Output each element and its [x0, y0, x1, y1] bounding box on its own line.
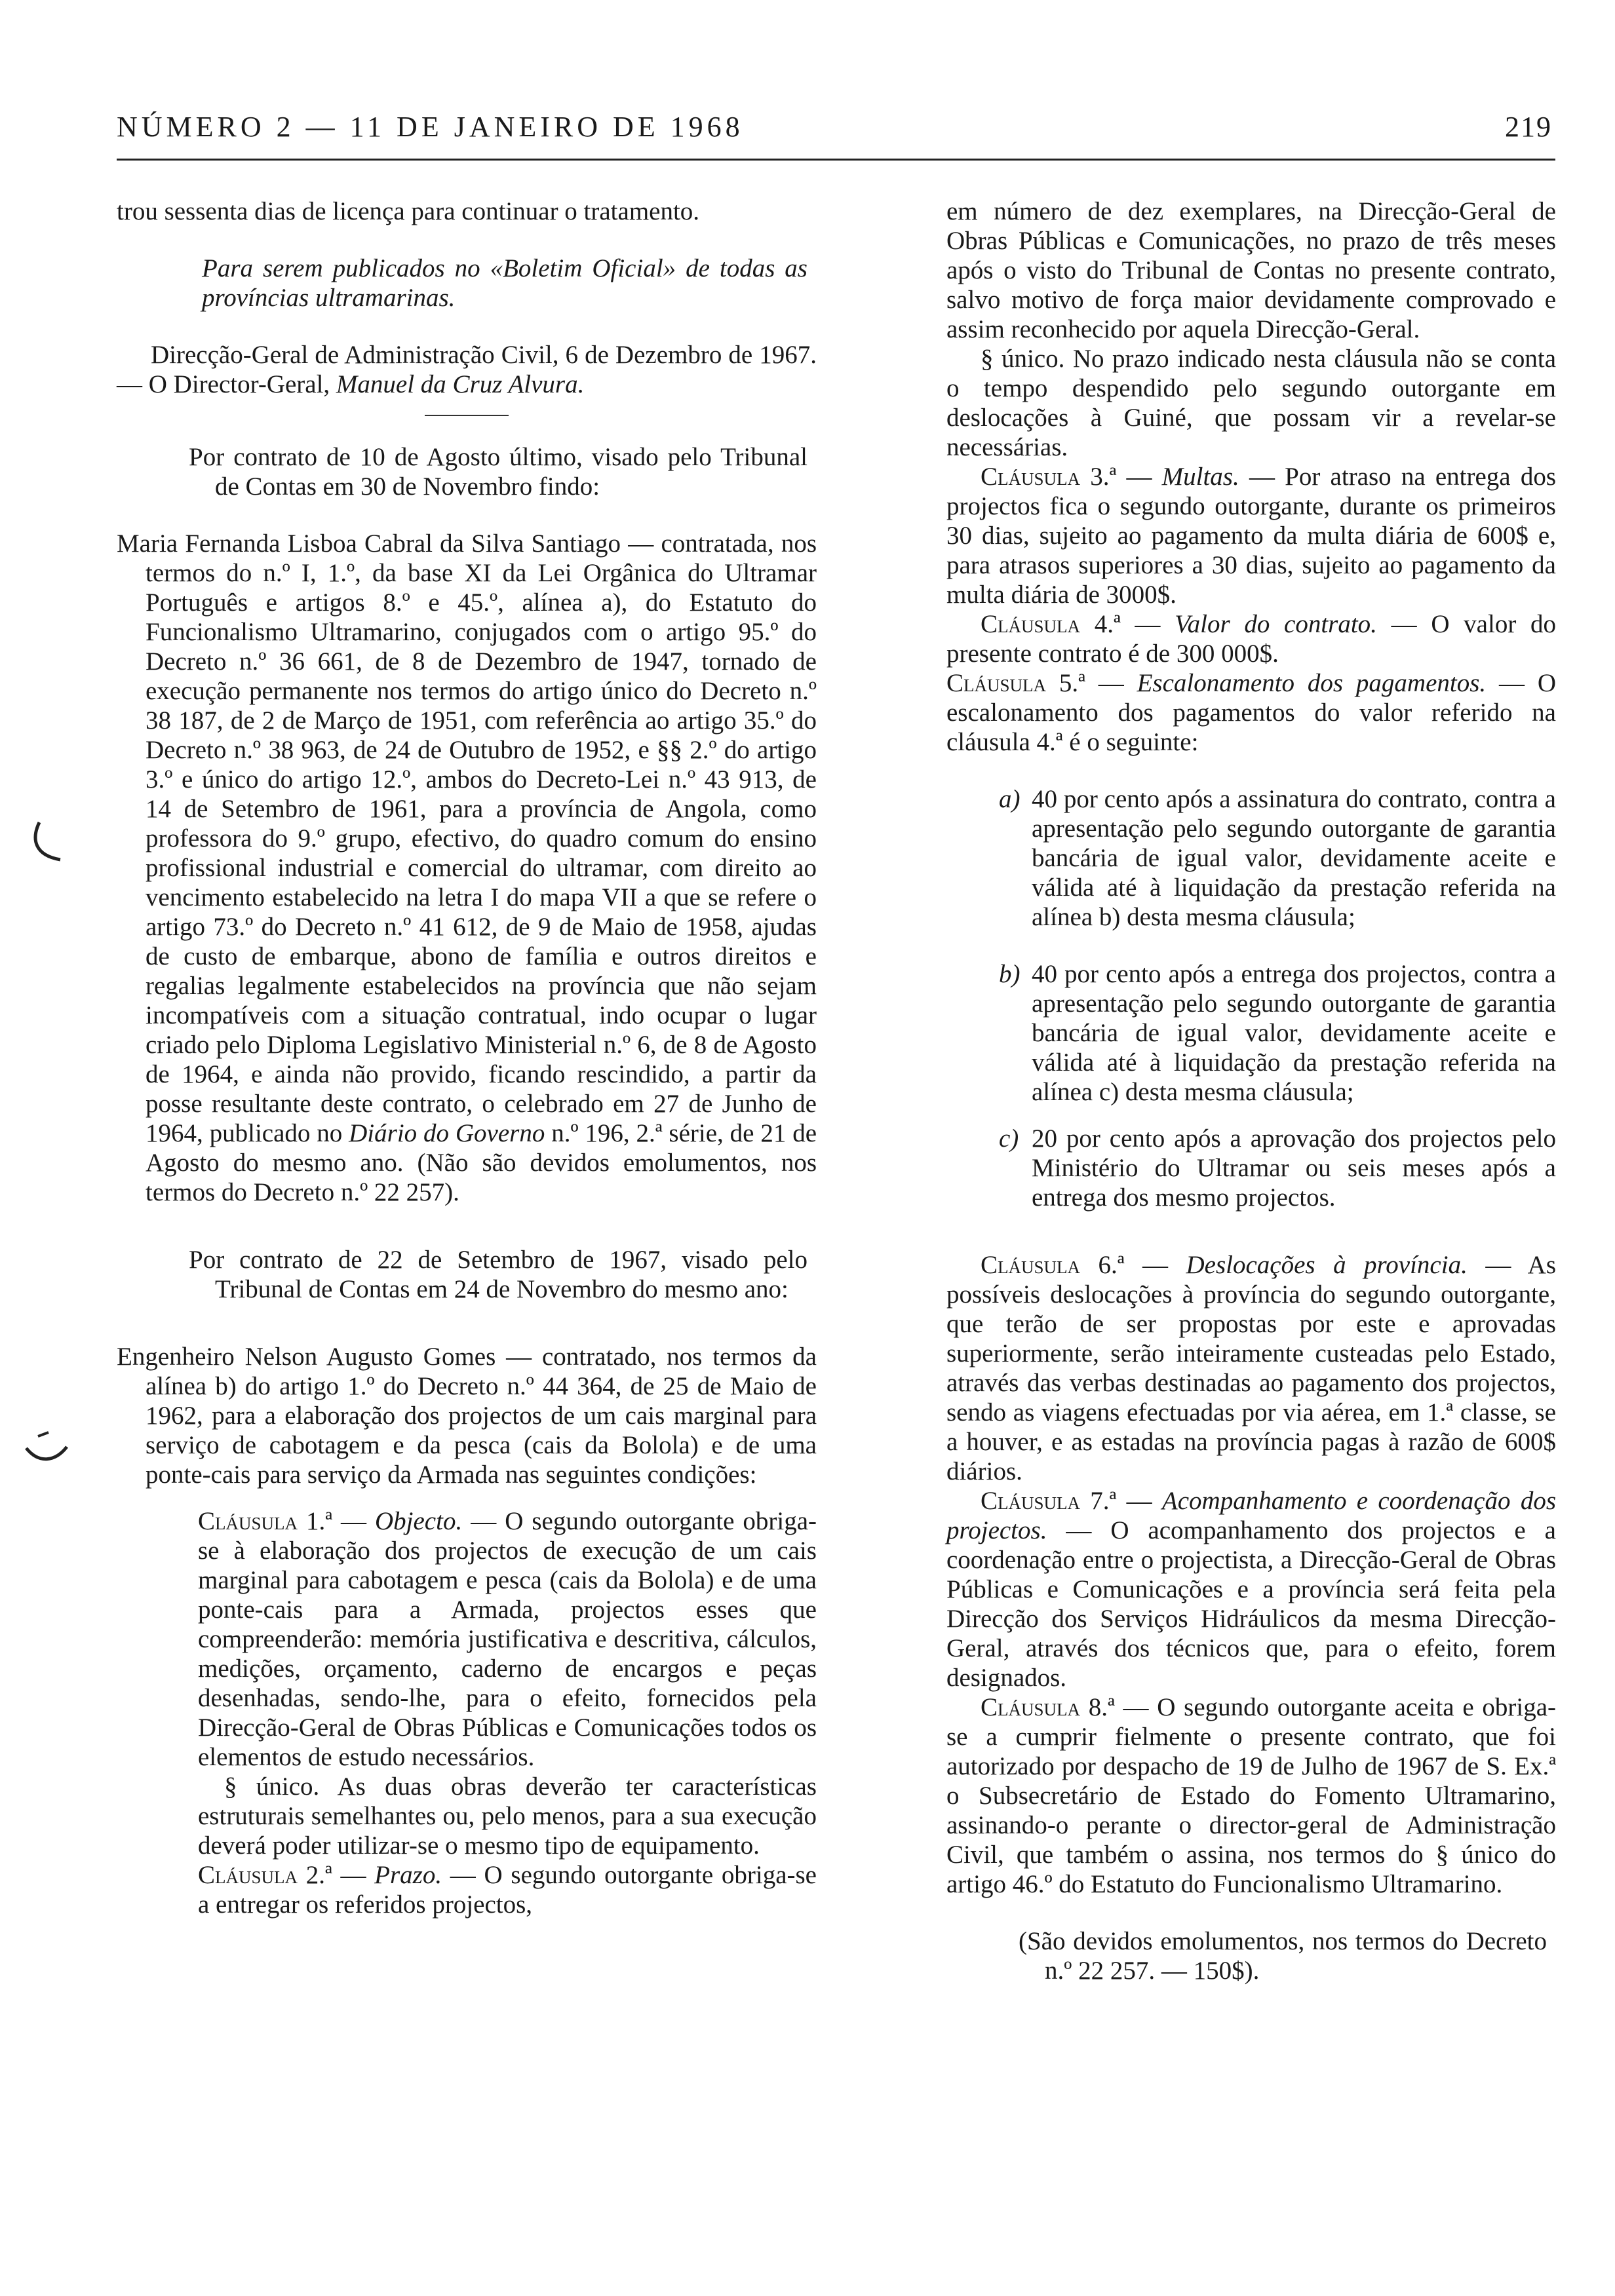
clause-title: Objecto.: [375, 1507, 463, 1535]
clause-label: Cláusula 3.ª: [981, 463, 1117, 491]
clause-2-continuation: em número de dez exemplares, na Direcção-Geral de Obras Públicas e Comunicações, no prazo de três meses após o visto do Tribunal de Contas no presente contrato, salvo motivo de força maior devidamente comprovado e assim reconhecido por aquela Direcção-Geral.: [946, 197, 1556, 343]
page-header: [117, 110, 1552, 149]
clause-title: Deslocações à província.: [1186, 1251, 1468, 1279]
payment-item-b: [946, 959, 1556, 1107]
clause-title: Multas.: [1161, 463, 1239, 491]
margin-mark-icon: [26, 819, 66, 865]
contract-entry-santiago: [117, 529, 817, 1207]
signature-name: Manuel da Cruz Alvura.: [336, 370, 585, 398]
item-text: 20 por cento após a aprovação dos projectos pelo Ministério do Ultramar ou seis meses após a entrega dos mesmo projectos.: [1032, 1124, 1556, 1212]
clause-title: Prazo.: [374, 1861, 442, 1889]
emolumentos-note: (São devidos emolumentos, nos termos do Decreto n.º 22 257. — 150$).: [1019, 1927, 1547, 1985]
margin-hole-icon: [20, 1428, 72, 1474]
item-label: a): [999, 785, 1021, 813]
clause-label: Cláusula 5.ª: [946, 669, 1085, 697]
clause-label: Cláusula 1.ª: [198, 1507, 333, 1535]
clause-label: Cláusula 2.ª: [198, 1861, 332, 1889]
issue-line: NÚMERO 2 — 11 DE JANEIRO DE 1968: [117, 111, 744, 143]
item-label: c): [999, 1124, 1019, 1153]
item-text: 40 por cento após a assinatura do contrato, contra a apresentação pelo segundo outorgante de garantia bancária de igual valor, devidamente aceite e válida até à liquidação da prestação referida na alínea b) desta mesma cláusula;: [1032, 785, 1556, 931]
left-column: [117, 197, 817, 1919]
paragraph-continuation: trou sessenta dias de licença para continuar o tratamento.: [117, 197, 700, 225]
contract-intro-1: Por contrato de 10 de Agosto último, visado pelo Tribunal de Contas em 30 de Novembro findo:: [189, 443, 808, 501]
clause-2: Cláusula 2.ª — Prazo. — O segundo outorgante obriga-se a entregar os referidos projectos,: [198, 1861, 817, 1919]
item-text: 40 por cento após a entrega dos projectos, contra a apresentação pelo segundo outorgante de garantia bancária de igual valor, devidamente aceite e válida até à liquidação da prestação referida na alínea c) desta mesma cláusula;: [1032, 960, 1556, 1106]
clause-text: O segundo outorgante aceita e obriga-se a cumprir fielmente o presente contrato, que foi autorizado por despacho de 19 de Julho de 1967 de S. Ex.ª o Subsecretário de Estado do Fomento Ultramarino, assinando-o perante o director-geral de Administração Civil, que também o assina, nos termos do § único do artigo 46.º do Estatuto do Funcionalismo Ultramarino.: [946, 1693, 1556, 1898]
clause-title: Acompanhamento e coordenação dos projectos.: [946, 1487, 1556, 1544]
clause-text: O acompanhamento dos projectos e a coordenação entre o projectista, a Direcção-Geral de Obras Públicas e Comunicações e a província será feita pela Direcção dos Serviços Hidráulicos da mesma Direcção-Geral, através dos técnicos que, para o efeito, forem designados.: [946, 1516, 1556, 1692]
clause-3: Cláusula 3.ª — Multas. — Por atraso na entrega dos projectos fica o segundo outorgante, durante os primeiros 30 dias, sujeito ao pagamento da multa diária de 600$ e, para atrasos superiores a 30 dias, sujeito ao pagamento da multa diária de 3000$.: [946, 463, 1556, 609]
clause-1-unico: § único. As duas obras deverão ter características estruturais semelhantes ou, pelo menos, para a sua execução deverá poder utilizar-se o mesmo tipo de equipamento.: [198, 1772, 817, 1860]
clause-text: O valor do presente contrato é de 300 000$.: [946, 610, 1556, 668]
clause-title: Valor do contrato.: [1175, 610, 1377, 638]
clause-2-unico: § único. No prazo indicado nesta cláusula não se conta o tempo despendido pelo segundo outorgante em deslocações à Guiné, que possam vir a revelar-se necessárias.: [946, 345, 1556, 461]
clause-8: Cláusula 8.ª — O segundo outorgante aceita e obriga-se a cumprir fielmente o presente contrato, que foi autorizado por despacho de 19 de Julho de 1967 de S. Ex.ª o Subsecretário de Estado do Fomento Ultramarino, assinando-o perante o director-geral de Administração Civil, que também o assina, nos termos do § único do artigo 46.º do Estatuto do Funcionalismo Ultramarino.: [946, 1693, 1556, 1898]
clause-text: O segundo outorgante obriga-se a entregar os referidos projectos,: [198, 1861, 817, 1919]
clause-7: Cláusula 7.ª — Acompanhamento e coordenação dos projectos. — O acompanhamento dos projectos e a coordenação entre o projectista, a Direcção-Geral de Obras Públicas e Comunicações e a província será feita pela Direcção dos Serviços Hidráulicos da mesma Direcção-Geral, através dos técnicos que, para o efeito, forem designados.: [946, 1487, 1556, 1692]
right-column: [946, 197, 1556, 1985]
payment-item-a: [946, 784, 1556, 932]
clause-label: Cláusula 4.ª: [981, 610, 1121, 638]
clause-label: Cláusula 8.ª: [981, 1693, 1115, 1721]
clause-label: Cláusula 6.ª: [981, 1251, 1125, 1279]
entry-italic: Diário do Governo: [349, 1119, 545, 1147]
clause-label: Cláusula 7.ª: [981, 1487, 1117, 1515]
clause-text: O segundo outorgante obriga-se à elaboração dos projectos de execução de um cais marginal para cabotagem e pesca (cais da Bolola) e de uma ponte-cais para a Armada, projectos esses que compreenderão: memória justificativa e descritiva, cálculos, medições, orçamento, caderno de encargos e peças desenhadas, sendo-lhe, para o efeito, fornecidos pela Direcção-Geral de Obras Públicas e Comunicações todos os elementos de estudo necessários.: [198, 1507, 817, 1771]
publication-note: Para serem publicados no «Boletim Oficial» de todas as províncias ultramarinas.: [202, 254, 808, 312]
page-number: 219: [1505, 111, 1552, 143]
entry-text: Maria Fernanda Lisboa Cabral da Silva Santiago — contratada, nos termos do n.º I, 1.º, da base XI da Lei Orgânica do Ultramar Português e artigos 8.º e 45.º, alínea a), do Estatuto do Funcionalismo Ultramarino, conjugados com o artigo 95.º do Decreto n.º 36 661, de 8 de Dezembro de 1947, tornado de execução permanente nos termos do artigo único do Decreto n.º 38 187, de 2 de Março de 1951, com referência ao artigo 35.º do Decreto n.º 38 963, de 24 de Outubro de 1952, e §§ 2.º do artigo 3.º e único do artigo 12.º, ambos do Decreto-Lei n.º 43 913, de 14 de Setembro de 1961, para a província de Angola, como professora do 9.º grupo, efectivo, do quadro comum do ensino profissional industrial e comercial do ultramar, com direito ao vencimento estabelecido na letra I do mapa VII a que se refere o artigo 73.º do Decreto n.º 41 612, de 9 de Maio de 1958, ajudas de custo de embarque, abono de família e outros direitos e regalias legalmente estabelecidos na província que não sejam incompatíveis com a situação contratual, indo ocupar o lugar criado pelo Diploma Legislativo Ministerial n.º 6, de 8 de Agosto de 1964, e ainda não provido, ficando rescindido, a partir da posse resultante deste contrato, o celebrado em 27 de Junho de 1964, publicado no: [117, 529, 817, 1147]
clause-1: Cláusula 1.ª — Objecto. — O segundo outorgante obriga-se à elaboração dos projectos de execução de um cais marginal para cabotagem e pesca (cais da Bolola) e de uma ponte-cais para a Armada, projectos esses que compreenderão: memória justificativa e descritiva, cálculos, medições, orçamento, caderno de encargos e peças desenhadas, sendo-lhe, para o efeito, fornecidos pela Direcção-Geral de Obras Públicas e Comunicações todos os elementos de estudo necessários.: [198, 1507, 817, 1771]
contract-entry-gomes: Engenheiro Nelson Augusto Gomes — contratado, nos termos da alínea b) do artigo 1.º do Decreto n.º 44 364, de 25 de Maio de 1962, para a elaboração dos projectos de um cais marginal para serviço de cabotagem e da pesca (cais da Bolola) e de uma ponte-cais para serviço da Armada nas seguintes condições:: [117, 1343, 817, 1489]
clause-text: As possíveis deslocações à província do segundo outorgante, que terão de ser propostas por este e aprovadas superiormente, serão inteiramente custeadas pelo Estado, através das verbas destinadas ao pagamento dos projectos, sendo as viagens efectuadas por via aérea, em 1.ª classe, se a houver, e as estadas na província pagas à razão de 600$ diários.: [946, 1251, 1556, 1485]
entry-end: n.º 196, 2.ª série, de 21 de Agosto do mesmo ano. (Não são devidos emolumentos, nos termos do Decreto n.º 22 257).: [146, 1119, 817, 1206]
header-rule: [117, 159, 1555, 161]
signature-text: Direcção-Geral de Administração Civil, 6 de Dezembro de 1967. — O Director-Geral,: [117, 341, 817, 398]
clause-text: O escalonamento dos pagamentos do valor referido na cláusula 4.ª é o seguinte:: [946, 669, 1557, 756]
clause-5: Cláusula 5.ª — Escalonamento dos pagamentos. — O escalonamento dos pagamentos do valor referido na cláusula 4.ª é o seguinte:: [946, 669, 1557, 756]
item-label: b): [999, 960, 1021, 988]
signature-paragraph: [117, 340, 817, 399]
clause-6: Cláusula 6.ª — Deslocações à província. — As possíveis deslocações à província do segundo outorgante, que terão de ser propostas por este e aprovadas superiormente, serão inteiramente custeadas pelo Estado, através das verbas destinadas ao pagamento dos projectos, sendo as viagens efectuadas por via aérea, em 1.ª classe, se a houver, e as estadas na província pagas à razão de 600$ diários.: [946, 1251, 1556, 1485]
clause-title: Escalonamento dos pagamentos.: [1137, 669, 1487, 697]
clause-4: Cláusula 4.ª — Valor do contrato. — O valor do presente contrato é de 300 000$.: [946, 610, 1556, 668]
payment-item-c: [946, 1124, 1556, 1212]
clause-text: Por atraso na entrega dos projectos fica o segundo outorgante, durante os primeiros 30 dias, sujeito ao pagamento da multa diária de 600$ e, para atrasos superiores a 30 dias, sujeito ao pagamento da multa diária de 3000$.: [946, 463, 1556, 609]
contract-intro-2: Por contrato de 22 de Setembro de 1967, visado pelo Tribunal de Contas em 24 de Novembro do mesmo ano:: [189, 1246, 808, 1303]
section-divider: [425, 415, 509, 416]
